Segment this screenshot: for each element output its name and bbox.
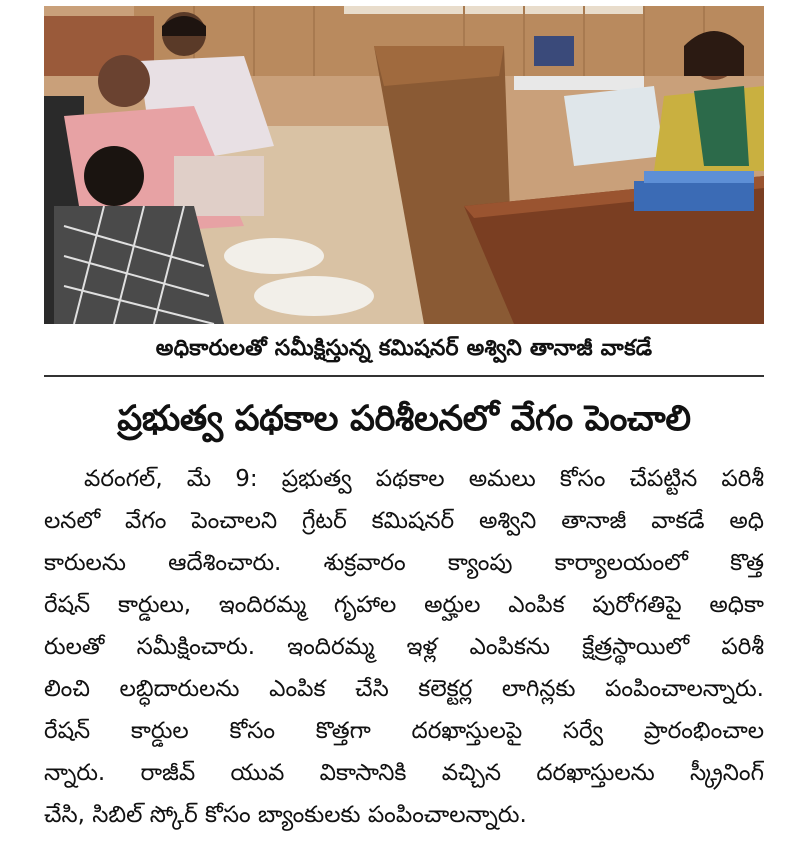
body-line: రులతో సమీక్షించారు. ఇందిరమ్మ ఇళ్ల ఎంపికను క్షేత్రస్థాయిలో పరిశీ: [44, 634, 764, 660]
body-line: రేషన్ కార్డులు, ఇందిరమ్మ గృహాల అర్హుల ఎంపిక పురోగతిపై అధికా: [44, 592, 764, 618]
body-line: లించి లబ్ధిదారులను ఎంపిక చేసి కలెక్టర్ల లాగిన్లకు పంపించాలన్నారు.: [44, 676, 764, 702]
news-photo: [44, 6, 764, 324]
body-line: న్నారు. రాజీవ్ యువ వికాసానికి వచ్చిన దరఖాస్తులను స్క్రీనింగ్: [44, 760, 764, 786]
caption-divider: [44, 375, 764, 377]
body-line: రేషన్ కార్డుల కోసం కొత్తగా దరఖాస్తులపై సర్వే ప్రారంభించాల: [44, 718, 764, 744]
meeting-photo-illustration: [44, 6, 764, 324]
body-line: వరంగల్, మే 9: ప్రభుత్వ పథకాల అమలు కోసం చేపట్టిన పరిశీ: [84, 466, 764, 492]
body-line: లనలో వేగం పెంచాలని గ్రేటర్ కమిషనర్ అశ్విని తానాజీ వాకడే అధి: [44, 508, 764, 534]
article-body: [44, 458, 764, 836]
body-line: చేసి, సిబిల్ స్కోర్ కోసం బ్యాంకులకు పంపించాలన్నారు.: [44, 802, 527, 828]
body-line: కారులను ఆదేశించారు. శుక్రవారం క్యాంపు కార్యాలయంలో కొత్త: [44, 550, 764, 576]
photo-caption: అధికారులతో సమీక్షిస్తున్న కమిషనర్ అశ్విని తానాజీ వాకడే: [155, 336, 653, 361]
article-headline: ప్రభుత్వ పథకాల పరిశీలనలో వేగం పెంచాలి: [117, 399, 691, 439]
